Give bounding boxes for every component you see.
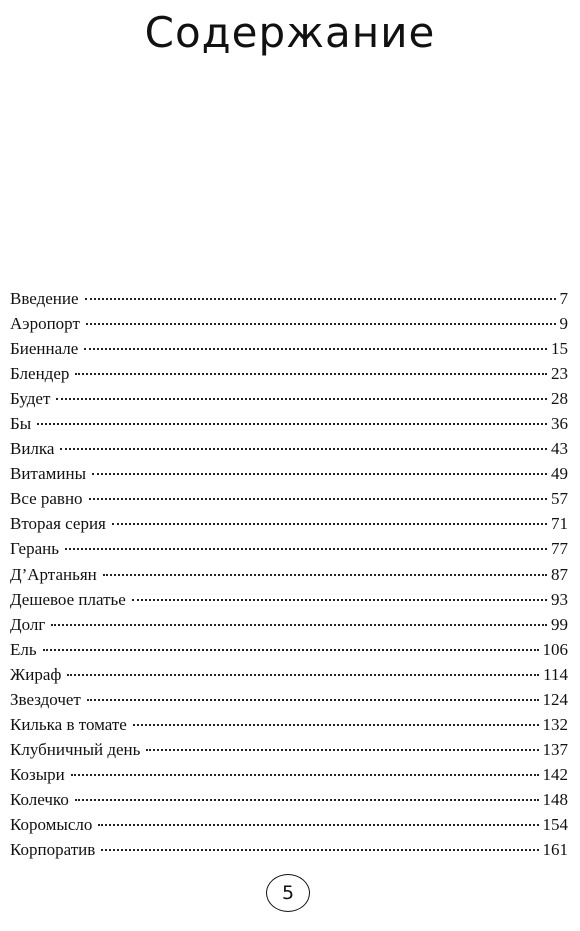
toc-entry-title: Вторая серия (10, 514, 106, 534)
toc-entry-page: 23 (551, 364, 568, 384)
dot-leader (103, 574, 547, 576)
dot-leader (37, 423, 547, 425)
toc-entry-title: Звездочет (10, 689, 81, 709)
toc-entry (10, 511, 568, 536)
dot-leader (75, 373, 547, 375)
toc-entry-title: Герань (10, 539, 59, 559)
toc-entry (10, 812, 568, 837)
toc-entry-title: Ель (10, 639, 37, 659)
toc-entry-title: Козыри (10, 764, 65, 784)
toc-entry-title: Аэропорт (10, 314, 80, 334)
toc-entry-title: Витамины (10, 464, 86, 484)
toc-entry-page: 142 (542, 764, 568, 784)
toc-entry (10, 386, 568, 411)
toc-entry-page: 132 (542, 714, 568, 734)
toc-entry-page: 124 (542, 689, 568, 709)
page-number (266, 874, 310, 912)
toc-entry-title: Все равно (10, 489, 83, 509)
dot-leader (146, 749, 538, 751)
toc-entry-page: 77 (551, 539, 568, 559)
toc-entry-title: Блендер (10, 364, 70, 384)
dot-leader (101, 849, 538, 851)
toc-entry (10, 712, 568, 737)
toc-entry-page: 9 (559, 314, 568, 334)
toc-entry-title: Жираф (10, 664, 62, 684)
toc-entry-page: 99 (551, 614, 568, 634)
toc-entry (10, 311, 568, 336)
toc-entry (10, 762, 568, 787)
toc-entry (10, 461, 568, 486)
toc-entry-page: 43 (551, 439, 568, 459)
toc-entry (10, 737, 568, 762)
toc-entry-page: 15 (551, 339, 568, 359)
toc-entry-page: 71 (551, 514, 568, 534)
toc-entry-title: Д’Артаньян (10, 564, 97, 584)
toc-entry-page: 154 (542, 814, 568, 834)
dot-leader (60, 448, 547, 450)
toc-entry (10, 687, 568, 712)
toc-entry-title: Колечко (10, 789, 69, 809)
toc-entry-page: 87 (551, 564, 568, 584)
toc-entry (10, 486, 568, 511)
toc-entry-title: Корпоратив (10, 840, 96, 860)
page-number-label: 5 (281, 882, 295, 904)
dot-leader (132, 599, 547, 601)
dot-leader (98, 824, 538, 826)
toc-entry-page: 93 (551, 589, 568, 609)
toc-entry-title: Долг (10, 614, 46, 634)
dot-leader (112, 523, 547, 525)
dot-leader (86, 323, 556, 325)
toc-entry (10, 837, 568, 862)
dot-leader (133, 724, 539, 726)
toc-entry (10, 286, 568, 311)
toc-entry-page: 28 (551, 389, 568, 409)
dot-leader (51, 624, 547, 626)
toc-entry-page: 137 (542, 739, 568, 759)
toc-entry-title: Дешевое платье (10, 589, 126, 609)
dot-leader (65, 548, 547, 550)
toc-entry-page: 49 (551, 464, 568, 484)
dot-leader (71, 774, 539, 776)
toc-entry (10, 336, 568, 361)
toc-entry-page: 7 (559, 289, 568, 308)
dot-leader (84, 348, 547, 350)
toc-entry-page: 148 (542, 789, 568, 809)
table-of-contents (10, 286, 568, 862)
dot-leader (56, 398, 547, 400)
toc-entry (10, 536, 568, 561)
toc-entry (10, 562, 568, 587)
toc-entry-page: 114 (543, 664, 568, 684)
dot-leader (92, 473, 547, 475)
toc-entry (10, 587, 568, 612)
toc-entry (10, 436, 568, 461)
toc-entry (10, 662, 568, 687)
toc-entry (10, 361, 568, 386)
toc-entry-page: 57 (551, 489, 568, 509)
toc-entry-title: Килька в томате (10, 714, 127, 734)
dot-leader (89, 498, 547, 500)
toc-entry (10, 612, 568, 637)
toc-entry-page: 161 (542, 840, 568, 860)
toc-entry-title: Бы (10, 414, 32, 434)
toc-entry (10, 411, 568, 436)
dot-leader (75, 799, 539, 801)
toc-entry-title: Введение (10, 289, 79, 308)
dot-leader (87, 699, 539, 701)
toc-entry-title: Биеннале (10, 339, 79, 359)
toc-entry-title: Клубничный день (10, 739, 141, 759)
toc-entry-page: 106 (542, 639, 568, 659)
toc-entry-title: Коромысло (10, 814, 93, 834)
toc-entry (10, 787, 568, 812)
toc-entry-page: 36 (551, 414, 568, 434)
dot-leader (43, 649, 539, 651)
toc-entry-title: Вилка (10, 439, 55, 459)
toc-entry-title: Будет (10, 389, 51, 409)
page-title: Содержание (144, 8, 436, 57)
toc-entry (10, 637, 568, 662)
dot-leader (67, 674, 539, 676)
dot-leader (85, 298, 556, 300)
